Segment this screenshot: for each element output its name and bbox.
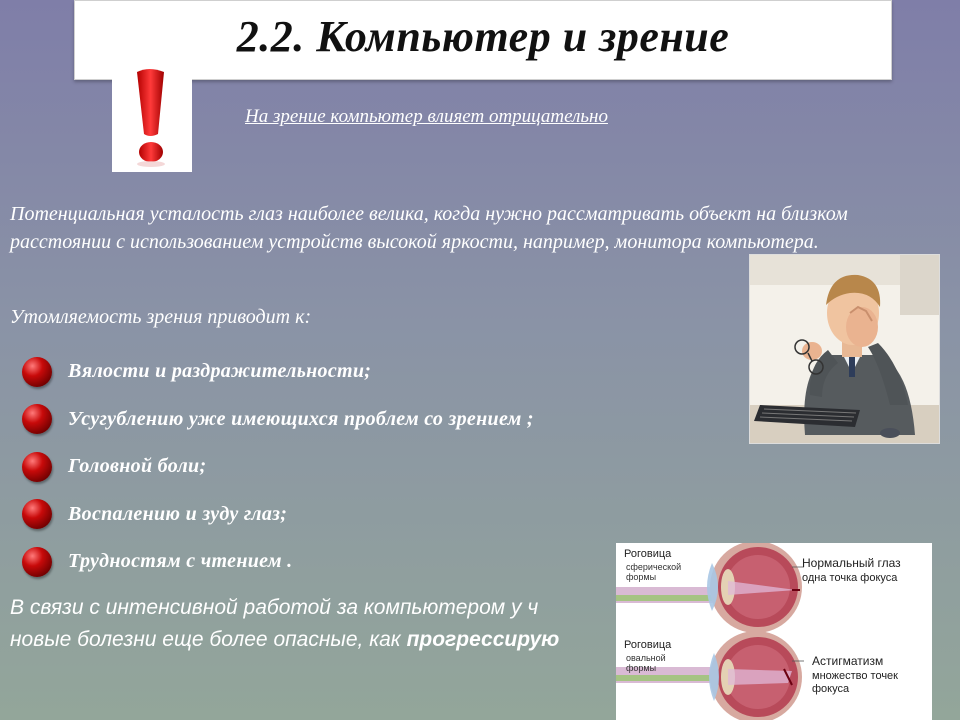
diagram-label: овальной <box>626 653 666 663</box>
bottom-paragraph <box>10 592 620 656</box>
diagram-label: Роговица <box>624 548 672 560</box>
diagram-label: формы <box>626 572 657 582</box>
diagram-label: фокуса <box>812 683 850 695</box>
intro-paragraph: Потенциальная усталость глаз наиболее велика, когда нужно рассматривать объект на близком расстоянии с использованием устройств высокой яркости, например, монитора компьютера. <box>10 203 848 253</box>
exclamation-icon <box>112 62 192 172</box>
list-item <box>22 396 742 444</box>
bottom-line-2 <box>10 624 620 656</box>
list-item <box>22 348 742 396</box>
diagram-label: формы <box>626 663 657 673</box>
list-item-text: Трудностям с чтением . <box>68 550 293 573</box>
list-item-text: Головной боли; <box>68 455 207 478</box>
list-item-text: Воспалению и зуду глаз; <box>68 502 288 525</box>
list-item <box>22 491 742 539</box>
red-ball-bullet-icon <box>22 499 52 529</box>
bottom-line-2-bold: прогрессирую <box>406 628 560 651</box>
diagram-label: Роговица <box>624 639 672 651</box>
diagram-label: множество точек <box>812 670 898 682</box>
bottom-line-1: В связи с интенсивной работой за компьютером у ч <box>10 596 539 619</box>
diagram-label: одна точка фокуса <box>802 572 898 584</box>
red-ball-bullet-icon <box>22 452 52 482</box>
bottom-line-2-text: новые болезни еще более опасные, как <box>10 628 407 651</box>
leadin-text: Утомляемость зрения приводит к: <box>10 306 312 328</box>
diagram-label: Астигматизм <box>812 654 884 668</box>
red-ball-bullet-icon <box>22 357 52 387</box>
diagram-label: сферической <box>626 562 682 572</box>
list-item <box>22 443 742 491</box>
title-box <box>74 0 892 80</box>
list-item-text: Вялости и раздражительности; <box>68 360 372 383</box>
diagram-label: Нормальный глаз <box>802 556 901 570</box>
page-title: 2.2. Компьютер и зрение <box>236 12 730 61</box>
list-item-text: Усугублению уже имеющихся проблем со зрением ; <box>68 407 534 430</box>
child-at-computer-photo <box>749 254 940 444</box>
eye-diagram <box>616 543 932 720</box>
subtitle: На зрение компьютер влияет отрицательно <box>245 106 608 127</box>
red-ball-bullet-icon <box>22 547 52 577</box>
red-ball-bullet-icon <box>22 404 52 434</box>
